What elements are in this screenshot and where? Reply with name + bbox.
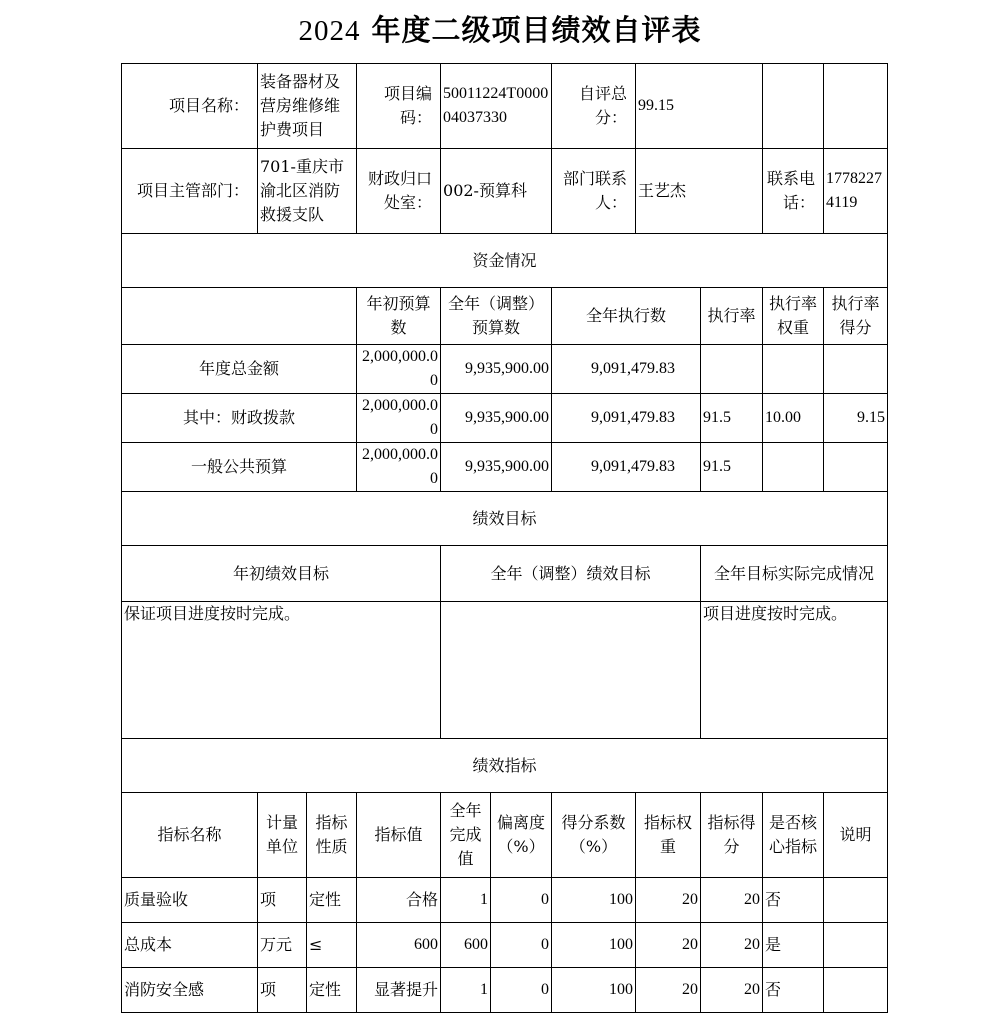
self-score-label: 自评总分： (552, 64, 636, 149)
ind-value: 600 (357, 923, 441, 968)
title-year: 2024 (298, 15, 361, 47)
ind-nature: 定性 (307, 968, 357, 1013)
goals-header-initial: 年初绩效目标 (122, 546, 441, 602)
ind-unit: 项 (258, 968, 307, 1013)
ind-note (824, 923, 888, 968)
project-code-label: 项目编码： (357, 64, 441, 149)
funds-header-executed: 全年执行数 (552, 288, 701, 345)
ind-coef: 100 (552, 923, 636, 968)
funds-row-score (824, 443, 888, 492)
funds-row-name: 其中：财政拨款 (122, 394, 357, 443)
ind-core: 否 (763, 878, 824, 923)
ind-core: 否 (763, 968, 824, 1013)
title-text: 年度二级项目绩效自评表 (371, 13, 702, 47)
dept-label: 项目主管部门： (122, 149, 258, 234)
ind-done: 1 (441, 968, 491, 1013)
ind-core: 是 (763, 923, 824, 968)
ind-name: 消防安全感 (122, 968, 258, 1013)
ind-score: 20 (701, 923, 763, 968)
funds-row-executed: 9,091,479.83 (552, 394, 701, 443)
phone-value: 17782274119 (824, 149, 888, 234)
ind-value: 显著提升 (357, 968, 441, 1013)
indicator-row (122, 923, 888, 968)
ind-nature: 定性 (307, 878, 357, 923)
ind-weight: 20 (636, 923, 701, 968)
funds-header-adjusted: 全年（调整）预算数 (441, 288, 552, 345)
indicators-section-title: 绩效指标 (122, 739, 888, 793)
funds-header-weight: 执行率权重 (763, 288, 824, 345)
dept-value: 701-重庆市渝北区消防救援支队 (258, 149, 357, 234)
ind-header-weight: 指标权重 (636, 793, 701, 878)
funds-row-adjusted: 9,935,900.00 (441, 443, 552, 492)
goals-adjusted-text (441, 602, 701, 739)
funds-row-score (824, 345, 888, 394)
funds-row-score: 9.15 (824, 394, 888, 443)
contact-value: 王艺杰 (636, 149, 763, 234)
funds-header-blank (122, 288, 357, 345)
goals-header-adjusted: 全年（调整）绩效目标 (441, 546, 701, 602)
page-title (0, 8, 1000, 49)
evaluation-table (121, 63, 888, 1013)
ind-name: 总成本 (122, 923, 258, 968)
ind-header-core: 是否核心指标 (763, 793, 824, 878)
ind-header-value: 指标值 (357, 793, 441, 878)
ind-header-unit: 计量单位 (258, 793, 307, 878)
ind-dev: 0 (491, 923, 552, 968)
funds-row (122, 394, 888, 443)
funds-row-rate: 91.5 (701, 443, 763, 492)
funds-row-weight (763, 443, 824, 492)
funds-row-initial: 2,000,000.00 (357, 394, 441, 443)
phone-label: 联系电话： (763, 149, 824, 234)
ind-score: 20 (701, 968, 763, 1013)
project-name-value: 装备器材及营房维修维护费项目 (258, 64, 357, 149)
ind-value: 合格 (357, 878, 441, 923)
funds-row-initial: 2,000,000.00 (357, 443, 441, 492)
funds-row (122, 345, 888, 394)
finance-label: 财政归口处室： (357, 149, 441, 234)
finance-value: 002-预算科 (441, 149, 552, 234)
empty-cell (763, 64, 824, 149)
goals-actual-text: 项目进度按时完成。 (701, 602, 888, 739)
funds-row-executed: 9,091,479.83 (552, 345, 701, 394)
ind-weight: 20 (636, 878, 701, 923)
ind-unit: 万元 (258, 923, 307, 968)
empty-cell (824, 64, 888, 149)
ind-header-done: 全年完成值 (441, 793, 491, 878)
funds-row-name: 一般公共预算 (122, 443, 357, 492)
goals-initial-text: 保证项目进度按时完成。 (122, 602, 441, 739)
project-code-value: 50011224T000004037330 (441, 64, 552, 149)
ind-header-nature: 指标性质 (307, 793, 357, 878)
goals-section-title: 绩效目标 (122, 492, 888, 546)
funds-header-rate: 执行率 (701, 288, 763, 345)
ind-score: 20 (701, 878, 763, 923)
ind-header-name: 指标名称 (122, 793, 258, 878)
ind-header-note: 说明 (824, 793, 888, 878)
funds-header-initial: 年初预算数 (357, 288, 441, 345)
ind-coef: 100 (552, 968, 636, 1013)
ind-note (824, 968, 888, 1013)
goals-header-actual: 全年目标实际完成情况 (701, 546, 888, 602)
ind-weight: 20 (636, 968, 701, 1013)
funds-row-initial: 2,000,000.00 (357, 345, 441, 394)
funds-row-adjusted: 9,935,900.00 (441, 345, 552, 394)
funds-row-rate (701, 345, 763, 394)
funds-row-name: 年度总金额 (122, 345, 357, 394)
self-score-value: 99.15 (636, 64, 763, 149)
ind-header-dev: 偏离度（%） (491, 793, 552, 878)
funds-row-adjusted: 9,935,900.00 (441, 394, 552, 443)
ind-done: 1 (441, 878, 491, 923)
ind-header-score: 指标得分 (701, 793, 763, 878)
funds-header-score: 执行率得分 (824, 288, 888, 345)
indicator-row (122, 878, 888, 923)
ind-header-coef: 得分系数（%） (552, 793, 636, 878)
ind-name: 质量验收 (122, 878, 258, 923)
funds-section-title: 资金情况 (122, 234, 888, 288)
funds-row-weight: 10.00 (763, 394, 824, 443)
funds-row-rate: 91.5 (701, 394, 763, 443)
ind-coef: 100 (552, 878, 636, 923)
contact-label: 部门联系人： (552, 149, 636, 234)
ind-note (824, 878, 888, 923)
ind-nature: ≤ (307, 923, 357, 968)
ind-dev: 0 (491, 878, 552, 923)
ind-unit: 项 (258, 878, 307, 923)
project-name-label: 项目名称： (122, 64, 258, 149)
ind-done: 600 (441, 923, 491, 968)
funds-row-weight (763, 345, 824, 394)
funds-row-executed: 9,091,479.83 (552, 443, 701, 492)
ind-dev: 0 (491, 968, 552, 1013)
indicator-row (122, 968, 888, 1013)
funds-row (122, 443, 888, 492)
